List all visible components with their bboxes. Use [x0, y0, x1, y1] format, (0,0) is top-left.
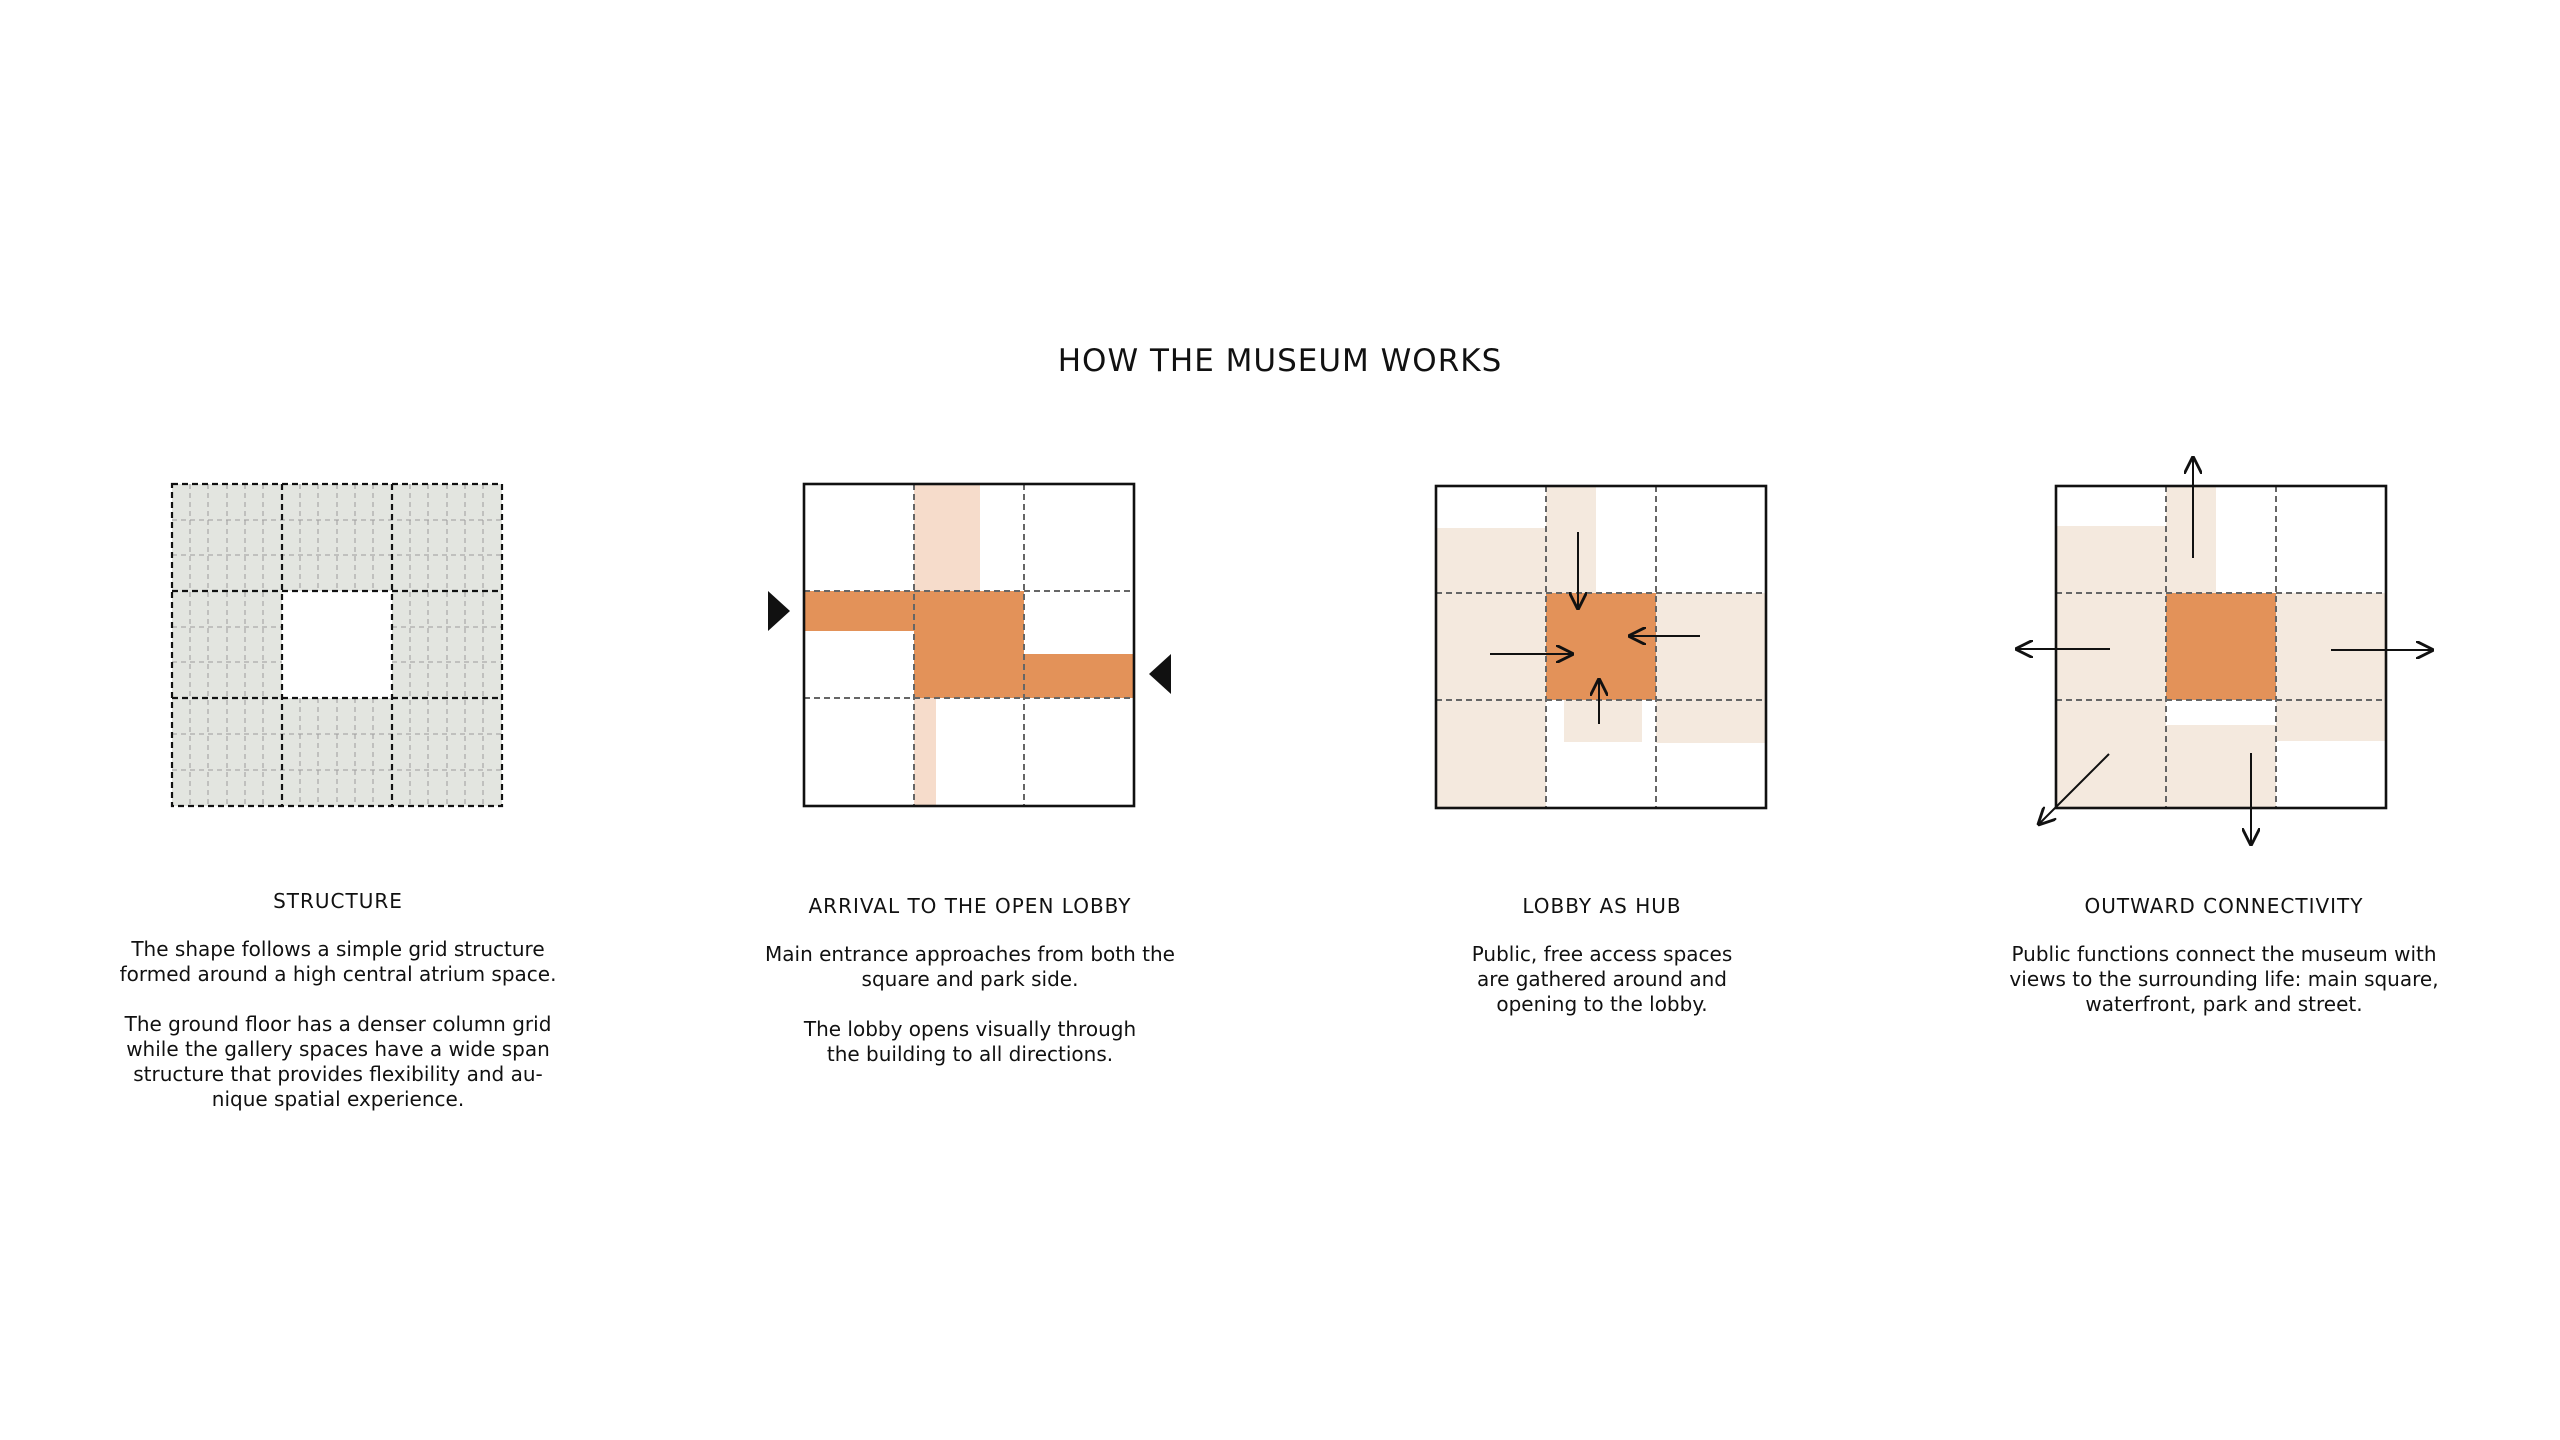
- structure-atrium: [282, 591, 392, 698]
- panel-heading-arrival: ARRIVAL TO THE OPEN LOBBY: [808, 894, 1132, 918]
- panel-paragraph: The shape follows a simple grid structure formed around a high central atrium space.: [119, 937, 557, 986]
- panel-outward: [1904, 440, 2544, 1140]
- panel-arrival: [650, 440, 1290, 1140]
- structure-diagram: [18, 440, 658, 860]
- outward-public-north: [2166, 486, 2216, 593]
- hub-public-south: [1564, 700, 1642, 742]
- arrival-entrance-east-triangle: [1149, 654, 1171, 694]
- arrival-east-corridor: [1024, 654, 1134, 698]
- hub-public-north: [1546, 486, 1596, 593]
- panel-paragraph: The ground floor has a denser column grid while the gallery spaces have a wide span structure that provides flexibility and au- nique spatial experience.: [124, 1012, 552, 1111]
- panel-text-structure: [88, 937, 588, 1137]
- outward-public-east: [2276, 593, 2386, 741]
- page-title: HOW THE MUSEUM WORKS: [1057, 343, 1503, 379]
- structure-grid: [172, 484, 502, 806]
- outward-diagram: [1904, 440, 2544, 860]
- panel-text-hub: [1352, 942, 1852, 1042]
- panel-heading-hub: LOBBY AS HUB: [1522, 894, 1682, 918]
- panel-paragraph: The lobby opens visually through the building to all directions.: [803, 1017, 1137, 1066]
- hub-lobby: [1546, 593, 1656, 700]
- hub-diagram: [1282, 440, 1922, 860]
- panel-structure: [18, 440, 658, 1140]
- arrival-light-south: [914, 698, 936, 806]
- outward-public-west: [2056, 526, 2166, 808]
- hub-public-east: [1656, 593, 1766, 743]
- arrival-entrance-west-triangle: [768, 591, 790, 631]
- panel-paragraph: Public, free access spaces are gathered around and opening to the lobby.: [1471, 942, 1733, 1016]
- outward-public-south: [2166, 725, 2276, 808]
- arrival-west-corridor: [804, 591, 914, 631]
- panel-lobby-hub: [1282, 440, 1922, 1140]
- panel-text-outward: [1974, 942, 2474, 1042]
- panel-heading-outward: OUTWARD CONNECTIVITY: [2084, 894, 2364, 918]
- arrival-lobby: [914, 591, 1024, 698]
- panel-paragraph: Main entrance approaches from both the square and park side.: [765, 942, 1175, 991]
- arrival-light-north: [914, 484, 980, 591]
- panel-heading-structure: STRUCTURE: [273, 889, 403, 913]
- hub-public-west: [1436, 528, 1546, 808]
- panel-text-arrival: [720, 942, 1220, 1092]
- arrival-diagram: [650, 440, 1290, 860]
- outward-lobby: [2166, 593, 2276, 700]
- panel-paragraph: Public functions connect the museum with views to the surrounding life: main square, waterfront, park and street.: [2009, 942, 2439, 1016]
